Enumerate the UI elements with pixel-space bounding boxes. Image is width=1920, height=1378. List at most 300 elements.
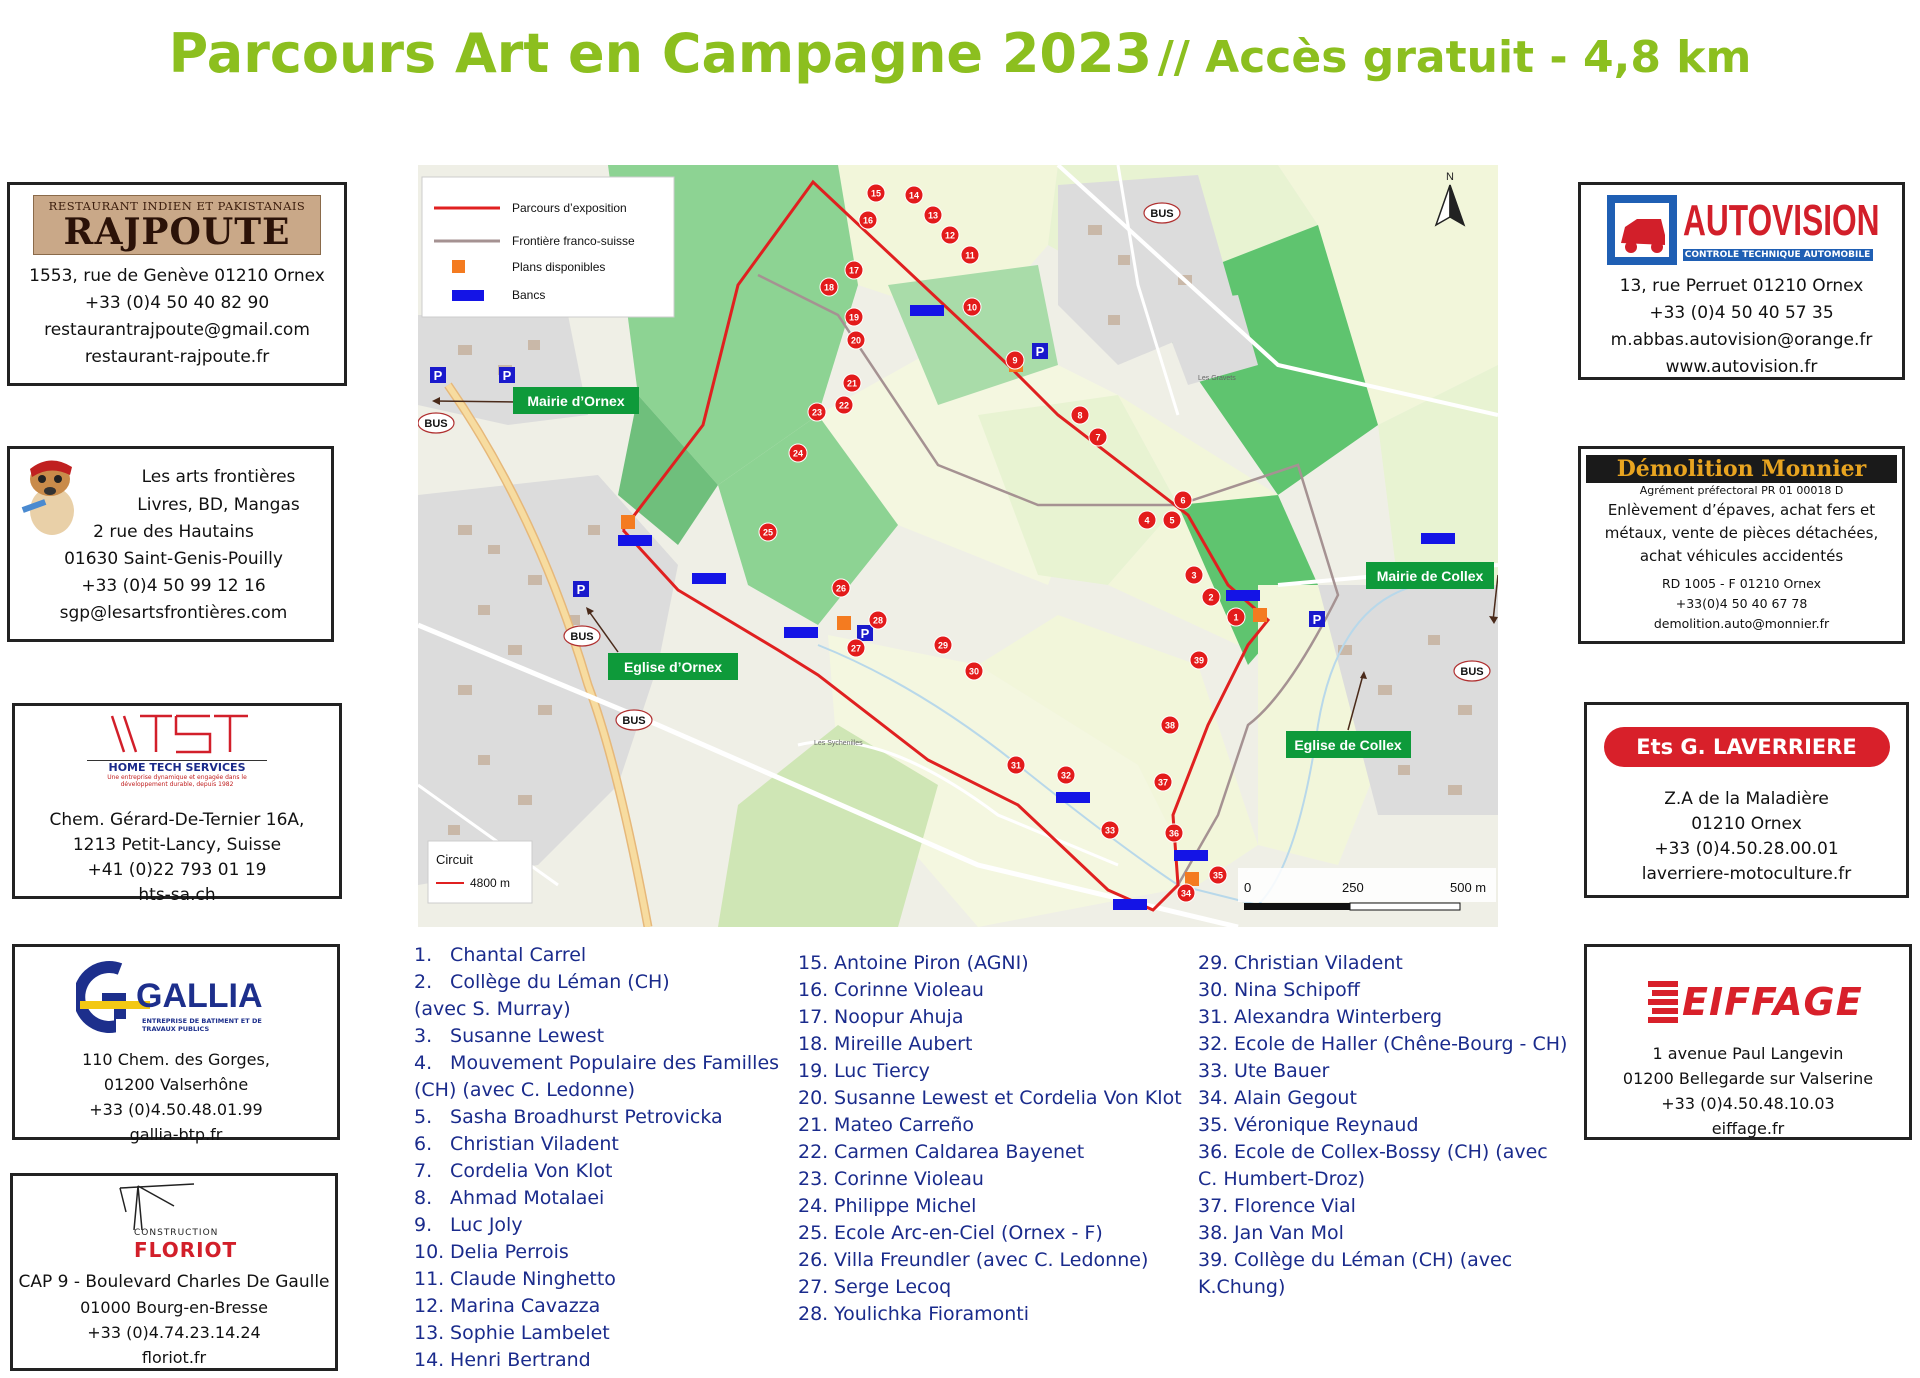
stop-marker-5[interactable] (1163, 511, 1181, 529)
floriot-logo-main: FLORIOT (134, 1238, 238, 1262)
sponsor-website: laverriere-motoculture.fr (1641, 864, 1852, 884)
stop-marker-37[interactable] (1154, 773, 1172, 791)
artist-number: 8. (414, 1187, 433, 1209)
artist-name: Ecole de Collex-Bossy (CH) (avec (1234, 1141, 1548, 1163)
sponsor-line: Enlèvement d’épaves, achat fers et (1607, 501, 1876, 519)
eglise-ornex-text: Eglise d’Ornex (623, 659, 723, 675)
artist-item (798, 1166, 1198, 1193)
sponsor-autovision (1578, 182, 1905, 380)
artist-item (1198, 1004, 1598, 1031)
floriot-logo-top: CONSTRUCTION (134, 1228, 219, 1238)
artist-number: 32. (1198, 1033, 1229, 1055)
stop-number: 12 (944, 230, 956, 241)
sponsor-line: 1553, rue de Genève 01210 Ornex (29, 266, 325, 286)
stop-marker-18[interactable] (820, 278, 838, 296)
sponsor-arts-frontieres (7, 446, 334, 642)
hts-logo (87, 712, 267, 802)
title-sub: // Accès gratuit - 4,8 km (1157, 32, 1752, 83)
stop-marker-36[interactable] (1165, 824, 1183, 842)
artist-number: 21. (798, 1114, 829, 1136)
stop-number: 24 (792, 448, 804, 459)
artist-item (1198, 1220, 1598, 1247)
stop-marker-1[interactable] (1227, 608, 1245, 626)
stop-number: 3 (1191, 570, 1197, 581)
stop-marker-13[interactable] (924, 206, 942, 224)
artist-item (414, 1158, 784, 1185)
stop-marker-15[interactable] (867, 184, 885, 202)
artist-number: 34. (1198, 1087, 1229, 1109)
stop-marker-31[interactable] (1007, 756, 1025, 774)
stop-number: 21 (846, 378, 858, 389)
artist-name-continued: K.Chung) (1198, 1276, 1286, 1298)
stop-marker-9[interactable] (1006, 351, 1024, 369)
stop-marker-32[interactable] (1057, 766, 1075, 784)
parking-icon (857, 625, 873, 641)
gallia-logo-sub: ENTREPRISE DE BATIMENT ET DE TRAVAUX PUBLICS (142, 1017, 262, 1033)
stop-number: 29 (937, 640, 949, 651)
stop-marker-14[interactable] (905, 186, 923, 204)
artist-number: 27. (798, 1276, 829, 1298)
artist-number: 38. (1198, 1222, 1229, 1244)
stop-marker-2[interactable] (1202, 588, 1220, 606)
sponsor-line: 13, rue Perruet 01210 Ornex (1619, 276, 1864, 296)
artist-name: Marina Cavazza (450, 1295, 601, 1317)
eiffage-logo-main: EIFFAGE (1682, 980, 1863, 1024)
rajpoute-logo-top: RESTAURANT INDIEN ET PAKISTANAIS (48, 199, 306, 213)
hts-logo-main: HOME TECH SERVICES (87, 760, 267, 774)
artist-number: 10. (414, 1241, 445, 1263)
artist-name: Ahmad Motalaei (450, 1187, 605, 1209)
svg-text:BUS: BUS (1460, 666, 1484, 678)
stop-marker-33[interactable] (1101, 821, 1119, 839)
bench-marker[interactable] (784, 627, 818, 638)
stop-number: 6 (1180, 495, 1186, 506)
sponsor-email: demolition.auto@monnier.fr (1653, 616, 1830, 631)
svg-text:BUS: BUS (622, 715, 646, 727)
artist-name: Jan Van Mol (1234, 1222, 1344, 1244)
artist-item (414, 1347, 784, 1374)
artist-number: 5. (414, 1106, 433, 1128)
svg-text:N: N (1446, 171, 1454, 183)
sponsor-line: +33 (0)4.50.48.01.99 (89, 1100, 263, 1119)
artist-number: 17. (798, 1006, 829, 1028)
sponsor-line: 1 avenue Paul Langevin (1652, 1044, 1844, 1063)
sponsor-eiffage (1584, 944, 1912, 1140)
artist-item (1198, 1031, 1598, 1058)
svg-text:P: P (1035, 344, 1045, 359)
stop-number: 16 (862, 215, 874, 226)
autovision-car-icon (1607, 195, 1677, 265)
sponsor-line: Chem. Gérard-De-Ternier 16A, (49, 810, 305, 830)
artist-item (414, 1185, 784, 1212)
bus-stop-icon (1144, 203, 1180, 223)
legend-border: Frontière franco-suisse (512, 234, 635, 248)
artist-number: 16. (798, 979, 829, 1001)
artist-name-continued: C. Humbert-Droz) (1198, 1168, 1366, 1190)
page-title (0, 22, 1920, 85)
stop-marker-19[interactable] (845, 308, 863, 326)
stop-marker-16[interactable] (859, 211, 877, 229)
artist-item (414, 1023, 784, 1050)
circuit-legend (428, 841, 532, 903)
legend-plan-swatch (452, 260, 465, 273)
stop-marker-12[interactable] (941, 226, 959, 244)
hts-logo-sub: Une entreprise dynamique et engagée dans le développement durable, depuis 1982 (107, 774, 247, 788)
artist-number: 36. (1198, 1141, 1229, 1163)
artist-number: 39. (1198, 1249, 1229, 1271)
plan-marker[interactable] (1253, 608, 1267, 622)
artist-name: Luc Tiercy (834, 1060, 930, 1082)
stop-number: 25 (762, 527, 774, 538)
monnier-logo-main: Démolition Monnier (1616, 456, 1867, 482)
scale-zero: 0 (1244, 880, 1252, 895)
parking-icon (430, 367, 446, 383)
bus-stop-icon (418, 413, 454, 433)
artist-number: 3. (414, 1025, 433, 1047)
artist-item (1198, 1193, 1598, 1220)
artist-number: 26. (798, 1249, 829, 1271)
artist-name: Antoine Piron (AGNI) (834, 952, 1029, 974)
eiffage-logo (1648, 977, 1863, 1027)
sponsor-website: gallia-btp.fr (129, 1125, 223, 1144)
stop-number: 17 (848, 265, 860, 276)
bench-marker[interactable] (910, 305, 944, 316)
artist-number: 25. (798, 1222, 829, 1244)
stop-number: 18 (823, 282, 835, 293)
bench-marker[interactable] (1421, 533, 1455, 544)
sponsor-laverriere (1584, 702, 1909, 898)
bench-marker[interactable] (692, 573, 726, 584)
sponsor-website: restaurant-rajpoute.fr (84, 347, 270, 367)
artist-name: Susanne Lewest et Cordelia Von Klot (834, 1087, 1182, 1109)
bench-marker[interactable] (1113, 899, 1147, 910)
legend-bench: Bancs (512, 288, 546, 302)
stop-number: 2 (1208, 592, 1214, 603)
artist-name: Sasha Broadhurst Petrovicka (450, 1106, 723, 1128)
autovision-logo-sub: CONTROLE TECHNIQUE AUTOMOBILE (1683, 249, 1873, 261)
bench-marker[interactable] (1056, 792, 1090, 803)
artist-name: Christian Viladent (1234, 952, 1403, 974)
circuit-length: 4800 m (470, 876, 511, 890)
stop-marker-22[interactable] (835, 396, 853, 414)
stop-number: 4 (1144, 515, 1150, 526)
sponsor-line: +41 (0)22 793 01 19 (87, 860, 267, 880)
sponsor-floriot (10, 1173, 338, 1371)
artist-number: 37. (1198, 1195, 1229, 1217)
artist-item (1198, 950, 1598, 977)
artist-item (798, 1274, 1198, 1301)
artist-name: Delia Perrois (450, 1241, 569, 1263)
sponsor-line: 110 Chem. des Gorges, (82, 1050, 270, 1069)
stop-marker-29[interactable] (934, 636, 952, 654)
artist-item (798, 1220, 1198, 1247)
artist-name: Serge Lecoq (834, 1276, 952, 1298)
artist-item (798, 1247, 1198, 1274)
artist-number: 35. (1198, 1114, 1229, 1136)
stop-number: 22 (838, 400, 850, 411)
artist-name-continued: (avec S. Murray) (414, 998, 571, 1020)
stop-marker-23[interactable] (808, 403, 826, 421)
artist-item (798, 1004, 1198, 1031)
laverriere-logo-main: Ets G. LAVERRIERE (1636, 735, 1857, 759)
artist-number: 2. (414, 971, 433, 993)
sponsor-line: 01210 Ornex (1691, 814, 1802, 834)
monnier-agrement: Agrément préfectoral PR 01 00018 D (1639, 484, 1844, 497)
stop-marker-28[interactable] (869, 611, 887, 629)
stop-marker-26[interactable] (832, 579, 850, 597)
scale-bar (1238, 868, 1496, 910)
stop-number: 37 (1157, 777, 1169, 788)
artist-name: Ecole Arc-en-Ciel (Ornex - F) (834, 1222, 1103, 1244)
hts-logo-icon (102, 712, 252, 756)
artist-list-col1 (414, 942, 784, 1374)
bench-marker[interactable] (618, 535, 652, 546)
artist-list-col3 (1198, 950, 1598, 1301)
sponsor-line: Z.A de la Maladière (1664, 789, 1829, 809)
sponsor-line: 1213 Petit-Lancy, Suisse (72, 835, 282, 855)
artist-item (798, 1058, 1198, 1085)
artist-name: Ute Bauer (1234, 1060, 1330, 1082)
artist-number: 12. (414, 1295, 445, 1317)
svg-text:BUS: BUS (424, 418, 448, 430)
sponsor-line: +33 (0)4 50 99 12 16 (81, 576, 266, 596)
artist-name: Alain Gegout (1234, 1087, 1357, 1109)
artist-number: 20. (798, 1087, 829, 1109)
artist-name: Susanne Lewest (450, 1025, 605, 1047)
artist-name: Collège du Léman (CH) (450, 971, 670, 993)
stop-marker-34[interactable] (1177, 884, 1195, 902)
stop-number: 28 (872, 615, 884, 626)
artist-name: Corinne Violeau (834, 1168, 984, 1190)
floriot-logo (114, 1182, 238, 1268)
bus-stop-icon (616, 710, 652, 730)
artist-name: Mateo Carreño (834, 1114, 975, 1136)
legend-route: Parcours d’exposition (512, 201, 627, 215)
artist-list-col2 (798, 950, 1198, 1328)
artist-item (798, 1031, 1198, 1058)
rajpoute-logo-main: RAJPOUTE (63, 211, 291, 253)
stop-marker-27[interactable] (847, 639, 865, 657)
stop-number: 38 (1164, 720, 1176, 731)
sponsor-line: CAP 9 - Boulevard Charles De Gaulle (18, 1272, 330, 1292)
stop-number: 32 (1060, 770, 1072, 781)
gallia-logo-main: GALLIA (136, 977, 263, 1015)
artist-name: Henri Bertrand (450, 1349, 591, 1371)
artist-number: 19. (798, 1060, 829, 1082)
stop-number: 11 (965, 250, 975, 261)
bench-marker[interactable] (1226, 590, 1260, 601)
artist-item (414, 1104, 784, 1131)
artist-item (414, 1293, 784, 1320)
sponsor-line: +33 (0)4 50 40 57 35 (1649, 303, 1834, 323)
laverriere-logo (1604, 727, 1890, 767)
sponsor-email: restaurantrajpoute@gmail.com (44, 320, 310, 340)
artist-name: Florence Vial (1234, 1195, 1356, 1217)
artist-item (1198, 1058, 1598, 1085)
stop-marker-39[interactable] (1190, 651, 1208, 669)
artist-item (798, 950, 1198, 977)
stop-marker-3[interactable] (1185, 566, 1203, 584)
stop-marker-35[interactable] (1209, 866, 1227, 884)
artist-number: 29. (1198, 952, 1229, 974)
stop-marker-21[interactable] (843, 374, 861, 392)
artist-item (798, 977, 1198, 1004)
stop-number: 20 (850, 335, 862, 346)
sponsor-hts (12, 703, 342, 905)
bus-stop-icon (1454, 661, 1490, 681)
stop-number: 27 (850, 643, 862, 654)
stop-number: 19 (848, 312, 860, 323)
parking-icon (573, 581, 589, 597)
sponsor-email: m.abbas.autovision@orange.fr (1610, 330, 1873, 350)
artist-item (798, 1301, 1198, 1328)
artist-name: Alexandra Winterberg (1234, 1006, 1443, 1028)
artist-name: Chantal Carrel (450, 944, 587, 966)
sponsor-website: hts-sa.ch (138, 885, 216, 905)
artist-number: 15. (798, 952, 829, 974)
artist-name: Villa Freundler (avec C. Ledonne) (834, 1249, 1149, 1271)
artist-item (798, 1193, 1198, 1220)
artist-number: 24. (798, 1195, 829, 1217)
artist-item (414, 1212, 784, 1239)
artist-number: 14. (414, 1349, 445, 1371)
legend-plan: Plans disponibles (512, 260, 606, 274)
crane-logo-icon (114, 1182, 234, 1232)
parking-icon (1309, 611, 1325, 627)
artist-name: Nina Schipoff (1234, 979, 1360, 1001)
artist-item (1198, 1112, 1598, 1139)
artist-number: 22. (798, 1141, 829, 1163)
artist-item (1198, 1139, 1598, 1166)
stop-number: 10 (966, 302, 978, 313)
svg-text:P: P (502, 368, 512, 383)
artist-number: 30. (1198, 979, 1229, 1001)
stop-number: 15 (870, 188, 882, 199)
scale-mid: 250 (1342, 880, 1364, 895)
stop-number: 31 (1010, 760, 1022, 771)
stop-marker-4[interactable] (1138, 511, 1156, 529)
stop-marker-24[interactable] (789, 444, 807, 462)
stop-number: 5 (1169, 515, 1175, 526)
stop-number: 26 (835, 583, 847, 594)
sponsor-line: RD 1005 - F 01210 Ornex (1661, 576, 1821, 591)
svg-text:P: P (1312, 612, 1322, 627)
stop-number: 34 (1180, 888, 1192, 899)
sponsor-line: métaux, vente de pièces détachées, (1604, 524, 1879, 542)
artist-number: 1. (414, 944, 433, 966)
sponsor-line: +33 (0)4.74.23.14.24 (87, 1323, 261, 1342)
plan-marker[interactable] (621, 515, 635, 529)
sponsor-line: 01200 Valserhône (103, 1075, 249, 1094)
sponsor-line: 2 rue des Hautains (93, 522, 254, 542)
artist-item (414, 1320, 784, 1347)
plan-marker[interactable] (837, 616, 851, 630)
stop-marker-10[interactable] (963, 298, 981, 316)
parking-icon (499, 367, 515, 383)
stop-number: 9 (1012, 355, 1018, 366)
sponsor-line: 01200 Bellegarde sur Valserine (1622, 1069, 1874, 1088)
map-small-label: Les Gravets (1198, 375, 1236, 382)
sponsor-website: eiffage.fr (1711, 1119, 1785, 1138)
artist-number: 13. (414, 1322, 445, 1344)
stop-marker-6[interactable] (1174, 491, 1192, 509)
artist-name: Ecole de Haller (Chêne-Bourg - CH) (1234, 1033, 1568, 1055)
artist-name-continued: (CH) (avec C. Ledonne) (414, 1079, 636, 1101)
svg-text:P: P (576, 582, 586, 597)
stop-marker-8[interactable] (1071, 406, 1089, 424)
legend-bench-swatch (452, 290, 484, 301)
sponsor-line: 01630 Saint-Genis-Pouilly (64, 549, 283, 569)
stop-marker-30[interactable] (965, 662, 983, 680)
stop-marker-11[interactable] (961, 246, 979, 264)
svg-text:BUS: BUS (570, 631, 594, 643)
artist-name: Youlichka Fioramonti (834, 1303, 1030, 1325)
artist-name: Noopur Ahuja (834, 1006, 964, 1028)
sponsor-line: +33 (0)4.50.48.10.03 (1661, 1094, 1835, 1113)
artist-number: 23. (798, 1168, 829, 1190)
stop-number: 1 (1233, 612, 1239, 623)
artist-item (414, 1239, 784, 1266)
monnier-logo (1586, 455, 1897, 483)
artist-item (414, 942, 784, 969)
stop-marker-25[interactable] (759, 523, 777, 541)
artist-number: 6. (414, 1133, 433, 1155)
artist-number: 31. (1198, 1006, 1229, 1028)
artist-item (414, 1266, 784, 1293)
artist-name: Corinne Violeau (834, 979, 984, 1001)
artist-item (1198, 977, 1598, 1004)
scale-end: 500 m (1450, 880, 1487, 895)
route-map[interactable] (418, 165, 1498, 927)
sponsor-name: Les arts frontières (141, 467, 296, 487)
parking-icon (1032, 343, 1048, 359)
artist-number: 33. (1198, 1060, 1229, 1082)
stop-marker-7[interactable] (1089, 428, 1107, 446)
artist-name: Sophie Lambelet (450, 1322, 610, 1344)
artist-name: Mireille Aubert (834, 1033, 973, 1055)
artist-number: 9. (414, 1214, 433, 1236)
artist-name: Christian Viladent (450, 1133, 619, 1155)
stop-marker-20[interactable] (847, 331, 865, 349)
map-legend (422, 177, 674, 317)
artist-name: Philippe Michel (834, 1195, 977, 1217)
sponsor-line: 01000 Bourg-en-Bresse (80, 1298, 268, 1317)
artist-name: Carmen Caldarea Bayenet (834, 1141, 1085, 1163)
artist-item (798, 1085, 1198, 1112)
stop-number: 33 (1104, 825, 1116, 836)
sponsor-website: floriot.fr (141, 1348, 207, 1367)
bench-marker[interactable] (1174, 850, 1208, 861)
artist-item (414, 1050, 784, 1077)
artist-number: 11. (414, 1268, 445, 1290)
circuit-title: Circuit (436, 852, 473, 867)
artist-name: Mouvement Populaire des Familles (450, 1052, 780, 1074)
stop-number: 13 (927, 210, 939, 221)
artist-number: 4. (414, 1052, 433, 1074)
sponsor-email: sgp@lesartsfrontières.com (59, 603, 288, 623)
stop-marker-17[interactable] (845, 261, 863, 279)
artist-number: 28. (798, 1303, 829, 1325)
autovision-logo-main: AUTOVISION (1682, 196, 1880, 245)
artist-item (1198, 1247, 1598, 1274)
stop-number: 23 (811, 407, 823, 418)
stop-marker-38[interactable] (1161, 716, 1179, 734)
sponsor-line: Livres, BD, Mangas (137, 495, 300, 515)
sponsor-rajpoute (7, 182, 347, 386)
sponsor-line: +33 (0)4 50 40 82 90 (84, 293, 270, 313)
rajpoute-logo (33, 195, 321, 255)
svg-text:P: P (860, 626, 870, 641)
